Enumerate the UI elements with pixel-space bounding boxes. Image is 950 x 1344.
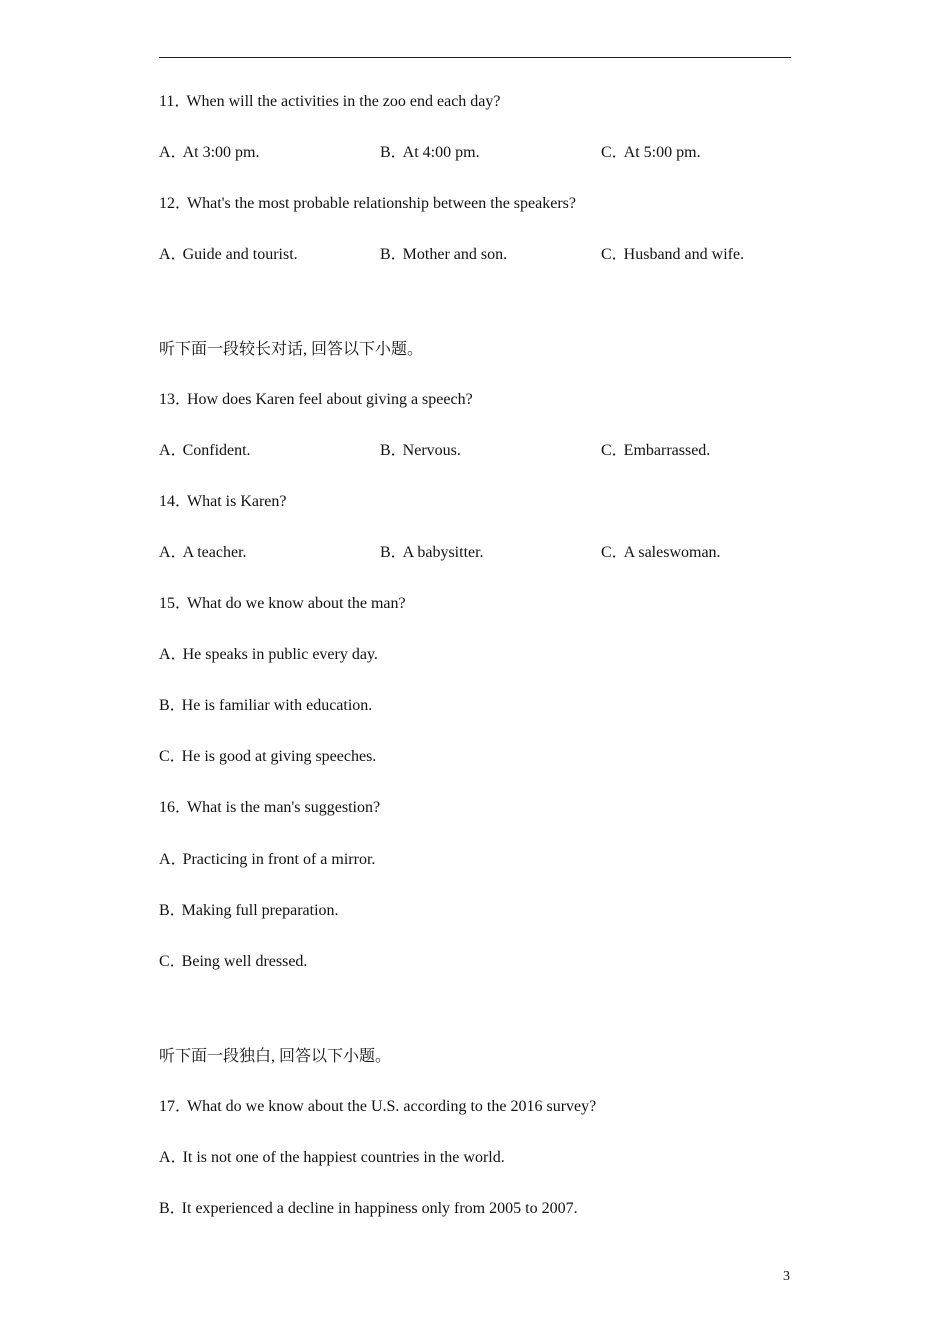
question-number: 15 <box>159 595 175 612</box>
option-text: Making full preparation. <box>181 902 339 919</box>
option-12-c[interactable]: C．Husband and wife. <box>601 246 745 263</box>
option-label: A <box>159 851 171 868</box>
question-15: 15．What do we know about the man? <box>159 595 406 612</box>
option-text: It experienced a decline in happiness only from 2005 to 2007. <box>181 1200 578 1217</box>
option-label: B <box>159 1200 170 1217</box>
option-label: A <box>159 646 171 663</box>
option-text: A saleswoman. <box>623 544 721 561</box>
option-14-a[interactable]: A．A teacher. <box>159 544 247 561</box>
option-label: A <box>159 1149 171 1166</box>
question-11: 11．When will the activities in the zoo end each day? <box>159 93 501 110</box>
option-text: At 5:00 pm. <box>623 144 701 161</box>
question-text: When will the activities in the zoo end each day? <box>186 93 501 110</box>
option-text: Confident. <box>182 442 251 459</box>
question-number: 12 <box>159 195 175 212</box>
option-label: C <box>601 544 612 561</box>
option-11-c[interactable]: C．At 5:00 pm. <box>601 144 701 161</box>
question-number: 17 <box>159 1098 175 1115</box>
option-15-c[interactable]: C．He is good at giving speeches. <box>159 748 377 765</box>
option-13-a[interactable]: A．Confident. <box>159 442 251 459</box>
option-label: C <box>601 246 612 263</box>
option-13-c[interactable]: C．Embarrassed. <box>601 442 711 459</box>
question-text: What do we know about the U.S. according to the 2016 survey? <box>187 1098 597 1115</box>
option-label: A <box>159 246 171 263</box>
question-number: 13 <box>159 391 175 408</box>
option-label: A <box>159 442 171 459</box>
option-text: Embarrassed. <box>623 442 711 459</box>
option-17-b[interactable]: B．It experienced a decline in happiness only from 2005 to 2007. <box>159 1200 578 1217</box>
question-text: What is the man's suggestion? <box>187 799 381 816</box>
question-text: What do we know about the man? <box>187 595 406 612</box>
option-16-b[interactable]: B．Making full preparation. <box>159 902 339 919</box>
option-14-c[interactable]: C．A saleswoman. <box>601 544 721 561</box>
option-text: Husband and wife. <box>623 246 745 263</box>
question-number: 14 <box>159 493 175 510</box>
header-rule <box>159 57 791 58</box>
question-13: 13．How does Karen feel about giving a speech? <box>159 391 473 408</box>
option-text: He is familiar with education. <box>181 697 373 714</box>
question-number: 11 <box>159 93 175 110</box>
question-17: 17．What do we know about the U.S. according to the 2016 survey? <box>159 1098 597 1115</box>
section-instruction-dialogue: 听下面一段较长对话, 回答以下小题。 <box>159 341 424 358</box>
question-text: What's the most probable relationship between the speakers? <box>187 195 576 212</box>
option-12-a[interactable]: A．Guide and tourist. <box>159 246 298 263</box>
option-text: Guide and tourist. <box>182 246 298 263</box>
option-text: A babysitter. <box>402 544 484 561</box>
option-label: B <box>159 902 170 919</box>
option-text: Being well dressed. <box>181 953 308 970</box>
option-label: B <box>380 544 391 561</box>
option-label: C <box>601 442 612 459</box>
option-15-a[interactable]: A．He speaks in public every day. <box>159 646 378 663</box>
option-16-c[interactable]: C．Being well dressed. <box>159 953 308 970</box>
question-16: 16．What is the man's suggestion? <box>159 799 381 816</box>
option-label: B <box>159 697 170 714</box>
option-12-b[interactable]: B．Mother and son. <box>380 246 508 263</box>
section-instruction-monologue: 听下面一段独白, 回答以下小题。 <box>159 1048 392 1065</box>
option-text: He is good at giving speeches. <box>181 748 377 765</box>
question-text: What is Karen? <box>187 493 287 510</box>
option-text: A teacher. <box>182 544 247 561</box>
option-15-b[interactable]: B．He is familiar with education. <box>159 697 373 714</box>
option-label: C <box>601 144 612 161</box>
option-label: C <box>159 748 170 765</box>
question-text: How does Karen feel about giving a speech? <box>187 391 473 408</box>
option-text: He speaks in public every day. <box>182 646 378 663</box>
question-14: 14．What is Karen? <box>159 493 287 510</box>
page-number: 3 <box>783 1269 790 1284</box>
question-12: 12．What's the most probable relationship between the speakers? <box>159 195 576 212</box>
option-label: B <box>380 246 391 263</box>
option-17-a[interactable]: A．It is not one of the happiest countries in the world. <box>159 1149 505 1166</box>
option-11-a[interactable]: A．At 3:00 pm. <box>159 144 260 161</box>
option-14-b[interactable]: B．A babysitter. <box>380 544 484 561</box>
option-label: A <box>159 144 171 161</box>
option-text: Nervous. <box>402 442 461 459</box>
option-text: At 4:00 pm. <box>402 144 480 161</box>
option-label: B <box>380 442 391 459</box>
option-text: Practicing in front of a mirror. <box>182 851 376 868</box>
question-number: 16 <box>159 799 175 816</box>
option-text: At 3:00 pm. <box>182 144 260 161</box>
option-11-b[interactable]: B．At 4:00 pm. <box>380 144 480 161</box>
option-16-a[interactable]: A．Practicing in front of a mirror. <box>159 851 376 868</box>
option-text: It is not one of the happiest countries in the world. <box>182 1149 505 1166</box>
option-13-b[interactable]: B．Nervous. <box>380 442 461 459</box>
option-text: Mother and son. <box>402 246 508 263</box>
option-label: C <box>159 953 170 970</box>
option-label: A <box>159 544 171 561</box>
option-label: B <box>380 144 391 161</box>
